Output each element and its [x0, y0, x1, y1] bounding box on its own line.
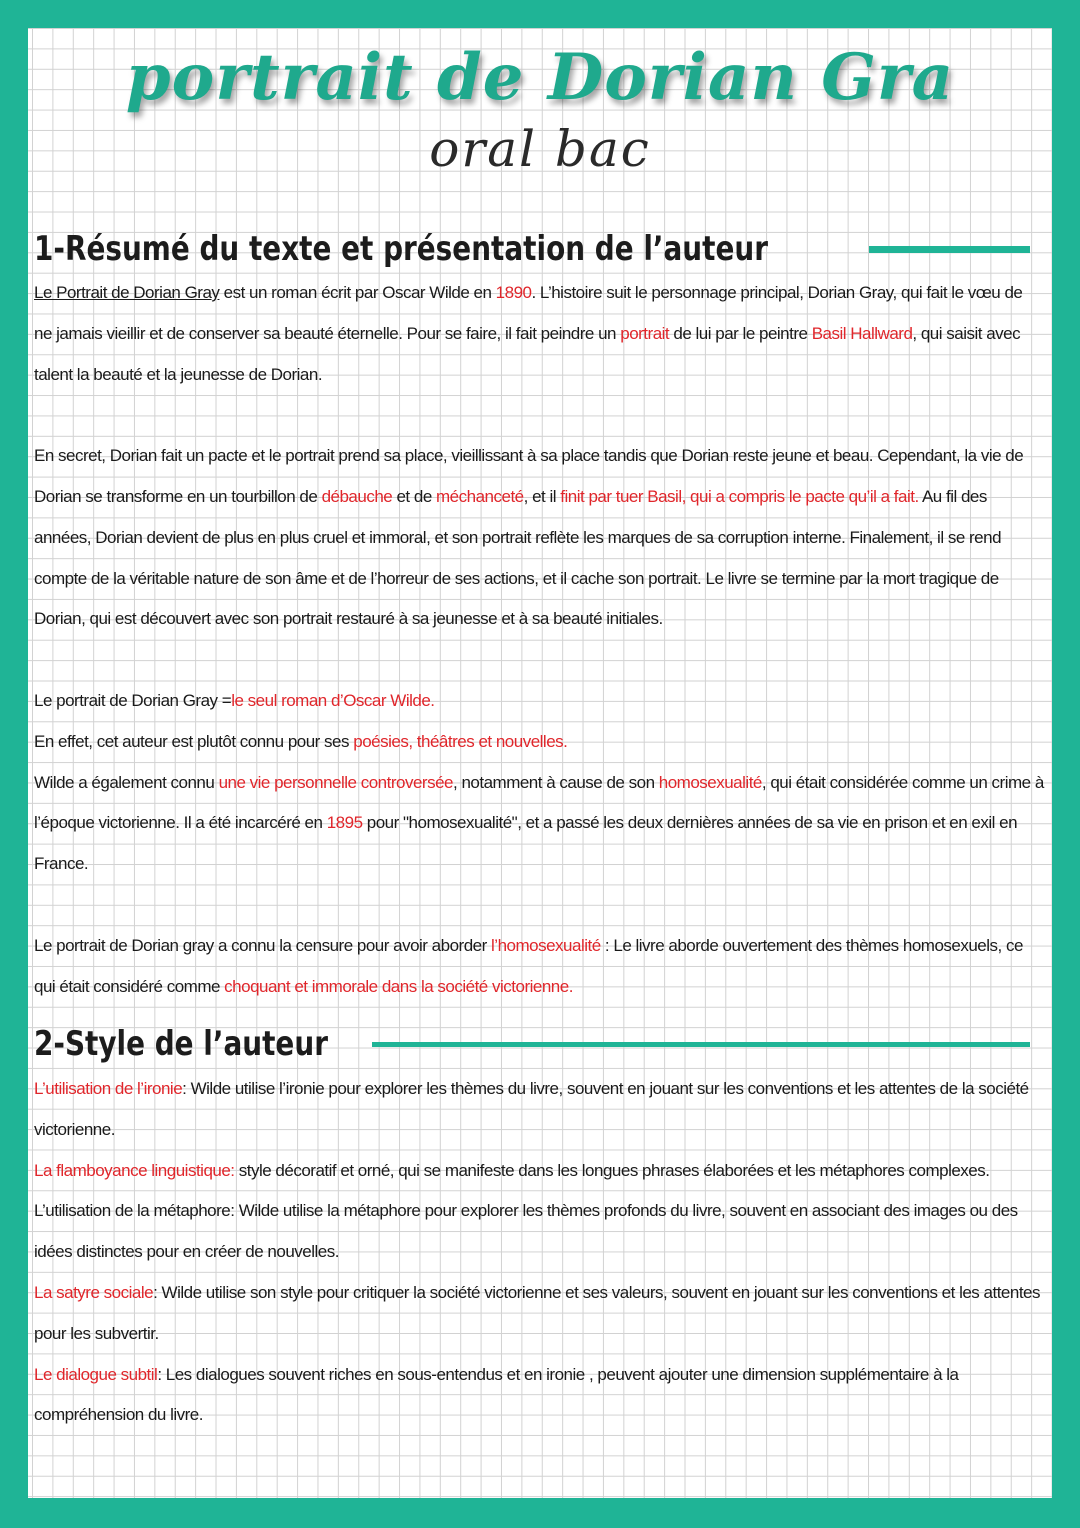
style-text: : Wilde utilise l’ironie pour explorer les thèmes du livre, souvent en jouant sur les conventions et les attentes de la société victorienne.: [34, 1079, 1029, 1139]
keyword-homosexualite: homosexualité: [658, 772, 762, 792]
text-span: Wilde a également connu: [34, 772, 219, 792]
text-span: : Le livre aborde ouvertement des thèmes homosexuels, ce qui était considéré comme: [34, 935, 1023, 996]
style-label: La satyre sociale: [34, 1282, 154, 1302]
year-1890: 1890: [495, 283, 532, 302]
book-title: Le Portrait de Dorian Gray: [34, 283, 220, 302]
text-span: . L’histoire suit le personnage principal, Dorian Gray, qui fait le vœu de ne jamais vieillir et de conserver sa beauté éternelle. Pour se faire, il fait peindre un: [34, 283, 1023, 343]
spacer: [34, 885, 1044, 926]
keyword-censorship-theme: l’homosexualité: [491, 935, 601, 955]
style-label: Le dialogue subtil: [34, 1364, 158, 1384]
keyword-basil: Basil Hallward: [811, 323, 913, 343]
paragraph-author-line3: [34, 763, 1044, 885]
keyword-debauche: débauche: [321, 486, 393, 506]
keyword-murder: finit par tuer Basil, qui a compris le pacte qu’il a fait.: [560, 486, 919, 506]
keyword-only-novel: le seul roman d’Oscar Wilde.: [231, 690, 435, 710]
style-text: style décoratif et orné, qui se manifeste dans les longues phrases élaborées et les métaphores complexes.: [234, 1160, 990, 1180]
text-span: Le portrait de Dorian Gray =: [34, 690, 232, 710]
keyword-portrait: portrait: [620, 323, 670, 343]
section2-heading: 2-Style de l’auteur: [34, 1024, 328, 1064]
section2-header: [34, 1024, 1030, 1064]
text-span: , et il: [523, 486, 561, 506]
section2-divider: [372, 1042, 1030, 1047]
text-span: , qui était considérée comme un crime à l’époque victorienne. Il a été incarcéré en: [34, 772, 1044, 833]
notebook-sheet: [28, 28, 1052, 1498]
year-1895: 1895: [326, 813, 363, 833]
style-label: L’utilisation de l’ironie: [34, 1079, 183, 1098]
section1-divider: [869, 246, 1030, 253]
keyword-mechancete: méchanceté: [436, 486, 524, 506]
style-text: : Wilde utilise son style pour critiquer la société victorienne et ses valeurs, souvent en jouant sur les conventions et les attentes pour les subvertir.: [34, 1282, 1041, 1343]
paragraph-summary: [34, 273, 1044, 395]
keyword-shocking: choquant et immorale dans la société victorienne.: [224, 976, 573, 996]
section1-heading: 1-Résumé du texte et présentation de l’auteur: [34, 229, 768, 269]
text-span: Au fil des années, Dorian devient de plus en plus cruel et immoral, et son portrait reflète les marques de sa corruption interne. Finalement, il se rend compte de la véritable nature de son âme et de l’horreur de ses actions, et il cache son portrait. Le livre se termine par la mort tragique de Dorian, qui est découvert avec son portrait restauré à sa jeunesse et à sa beauté initiales.: [34, 486, 1002, 629]
style-item-satyre: [34, 1273, 1044, 1355]
section1-body: [34, 273, 1044, 1007]
text-span: de lui par le peintre: [669, 323, 812, 343]
page-title: portrait de Dorian Gra: [125, 40, 955, 115]
style-text: L’utilisation de la métaphore: Wilde utilise la métaphore pour explorer les thèmes profonds du livre, souvent en associant des images ou des idées distinctes pour en créer de nouvelles.: [34, 1201, 1018, 1262]
paragraph-censorship: [34, 926, 1044, 1008]
spacer: [34, 640, 1044, 681]
paragraph-plot: [34, 436, 1044, 640]
text-span: En secret, Dorian fait un pacte et le portrait prend sa place, vieillissant à sa place tandis que Dorian reste jeune et beau. Cependant, la vie de Dorian se transforme en un tourbillon de: [34, 446, 1024, 506]
paragraph-author-line1: [34, 681, 1044, 722]
text-span: Le portrait de Dorian gray a connu la censure pour avoir aborder: [34, 935, 492, 955]
text-span: , notamment à cause de son: [453, 772, 659, 792]
style-item-ironie: [34, 1069, 1044, 1151]
style-item-dialogue: [34, 1355, 1044, 1437]
text-span: est un roman écrit par Oscar Wilde en: [219, 283, 496, 302]
style-item-flamboyance: [34, 1151, 1044, 1192]
text-span: et de: [392, 486, 437, 506]
spacer: [34, 395, 1044, 436]
text-span: pour "homosexualité", et a passé les deux dernières années de sa vie en prison et en exil en France.: [34, 813, 1018, 874]
paragraph-author-line2: [34, 722, 1044, 763]
section1-header: [34, 229, 1030, 269]
keyword-genres: poésies, théâtres et nouvelles.: [353, 731, 568, 751]
keyword-controversy: une vie personnelle controversée: [218, 772, 453, 792]
style-label: La flamboyance linguistique:: [34, 1160, 235, 1180]
text-span: En effet, cet auteur est plutôt connu pour ses: [34, 731, 354, 751]
style-item-metaphore: [34, 1191, 1044, 1273]
text-span: , qui saisit avec talent la beauté et la jeunesse de Dorian.: [34, 323, 1021, 384]
style-text: : Les dialogues souvent riches en sous-entendus et en ironie , peuvent ajouter une dimension supplémentaire à la compréhension du livre.: [34, 1364, 959, 1425]
section2-body: [34, 1069, 1044, 1436]
page-subtitle: oral bac: [429, 120, 651, 178]
